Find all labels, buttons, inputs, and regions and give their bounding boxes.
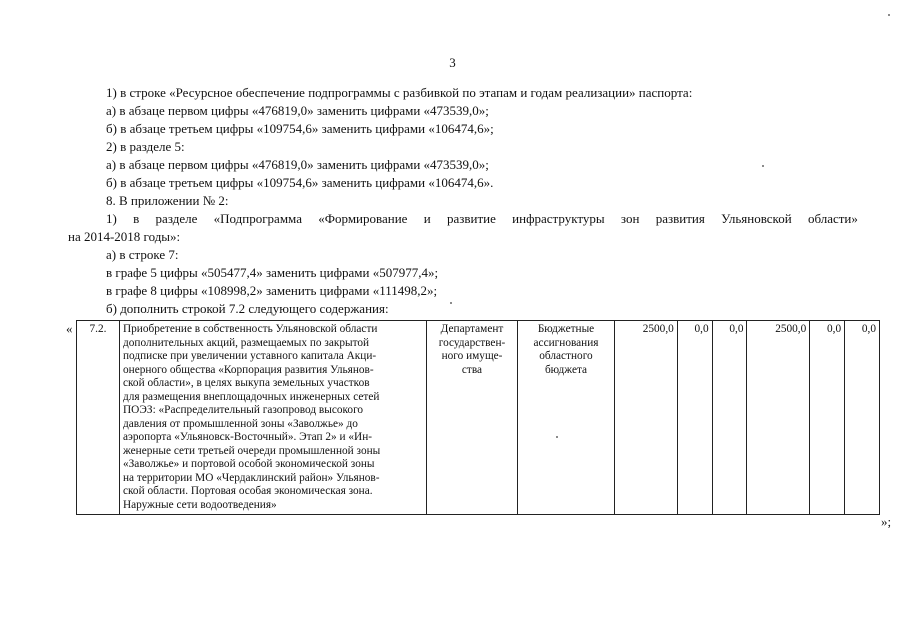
activity-name-line: дополнительных акций, размещаемых по закрытой: [123, 336, 370, 349]
paragraph-6: б) в абзаце третьем цифры «109754,6» заменить цифрами «106474,6».: [106, 175, 494, 190]
value-cell-2016: 2500,0: [747, 321, 810, 515]
paragraph-8-word: и: [423, 211, 431, 226]
scan-speck: [888, 14, 890, 16]
value-cell-2014: 0,0: [677, 321, 712, 515]
activity-name-line: давления от промышленной зоны «Заволжье» до: [123, 417, 358, 430]
paragraph-2: а) в абзаце первом цифры «476819,0» заменить цифрами «473539,0»;: [106, 103, 489, 118]
paragraph-8-word: развитие: [446, 211, 496, 226]
paragraph-8-continued: на 2014-2018 годы»:: [68, 229, 181, 244]
activity-name-line: Приобретение в собственность Ульяновской области: [123, 323, 378, 335]
activity-name-line: ской области», в целях выкупа земельных участков: [123, 377, 370, 389]
scan-speck: [450, 302, 452, 304]
paragraph-8-word: инфраструктуры: [512, 211, 605, 226]
closing-quote: »;: [881, 514, 892, 529]
value-cell-2017: 0,0: [810, 321, 845, 515]
activity-name-cell: [120, 321, 427, 515]
paragraph-9: а) в строке 7:: [106, 247, 179, 262]
activity-name-line: Наружные сети водоотведения»: [123, 498, 277, 511]
funding-source-line: областного: [539, 350, 593, 362]
table-row: [77, 321, 880, 515]
activity-name-line: подписке при увеличении уставного капитала Акци-: [123, 350, 377, 362]
paragraph-11: в графе 8 цифры «108998,2» заменить цифрами «111498,2»;: [106, 283, 438, 298]
paragraph-8-word: зон: [620, 211, 640, 226]
paragraph-8-word: «Подпрограмма: [213, 211, 302, 226]
department-line: Департамент: [440, 323, 504, 335]
department-line: ного имуще-: [441, 350, 503, 362]
opening-quote: «: [66, 321, 73, 336]
paragraph-4: 2) в разделе 5:: [106, 139, 185, 154]
value-cell-2018: 0,0: [845, 321, 880, 515]
value-cell-total: 2500,0: [615, 321, 678, 515]
paragraph-1: 1) в строке «Ресурсное обеспечение подпрограммы с разбивкой по этапам и годам реализации» паспорта:: [106, 85, 693, 100]
paragraph-8-word: «Формирование: [318, 211, 408, 226]
activity-name-line: женерные сети третьей очереди промышленной зоны: [123, 444, 381, 457]
paragraph-8: [68, 210, 858, 228]
paragraph-7: 8. В приложении № 2:: [106, 193, 229, 208]
department-line: ства: [461, 363, 483, 376]
paragraph-12: б) дополнить строкой 7.2 следующего содержания:: [106, 301, 389, 316]
scan-speck: [762, 165, 764, 167]
activity-name-line: на территории МО «Чердаклинский район» Ульянов-: [123, 471, 380, 484]
activity-name-line: ПОЭЗ: «Распределительный газопровод высокого: [123, 404, 364, 416]
department-cell: [427, 321, 518, 515]
scan-speck: [556, 436, 558, 438]
value-cell-2015: 0,0: [712, 321, 747, 515]
funding-source-cell: [518, 321, 615, 515]
page-number: 3: [449, 55, 456, 70]
paragraph-8-word: в: [133, 211, 140, 226]
funding-source-line: Бюджетные: [537, 323, 595, 335]
paragraph-8-word: 1): [106, 211, 117, 226]
paragraph-10: в графе 5 цифры «505477,4» заменить цифрами «507977,4»;: [106, 265, 439, 280]
funding-source-line: бюджета: [544, 363, 588, 376]
paragraph-3: б) в абзаце третьем цифры «109754,6» заменить цифрами «106474,6»;: [106, 121, 494, 136]
activity-name-line: для размещения внеплощадочных инженерных сетей: [123, 390, 380, 403]
paragraph-8-word: развития: [655, 211, 705, 226]
paragraph-8-word: Ульяновской: [721, 211, 792, 226]
funding-source-line: ассигнования: [533, 336, 599, 349]
activity-name-line: ской области. Портовая особая экономическая зона.: [123, 485, 373, 497]
department-line: государствен-: [438, 336, 506, 349]
paragraph-8-word: разделе: [155, 211, 198, 226]
paragraph-8-word: области»: [807, 211, 858, 226]
row-number-cell: 7.2.: [77, 321, 120, 515]
activity-name-line: аэропорта «Ульяновск-Восточный». Этап 2» и «Ин-: [123, 431, 373, 443]
row-7-2-table: [76, 320, 880, 515]
amendment-text: [68, 84, 858, 318]
activity-name-line: онерного общества «Корпорация развития Ульянов-: [123, 363, 374, 376]
activity-name-line: «Заволжье» и портовой особой экономической зоны: [123, 458, 375, 470]
paragraph-5: а) в абзаце первом цифры «476819,0» заменить цифрами «473539,0»;: [106, 157, 489, 172]
